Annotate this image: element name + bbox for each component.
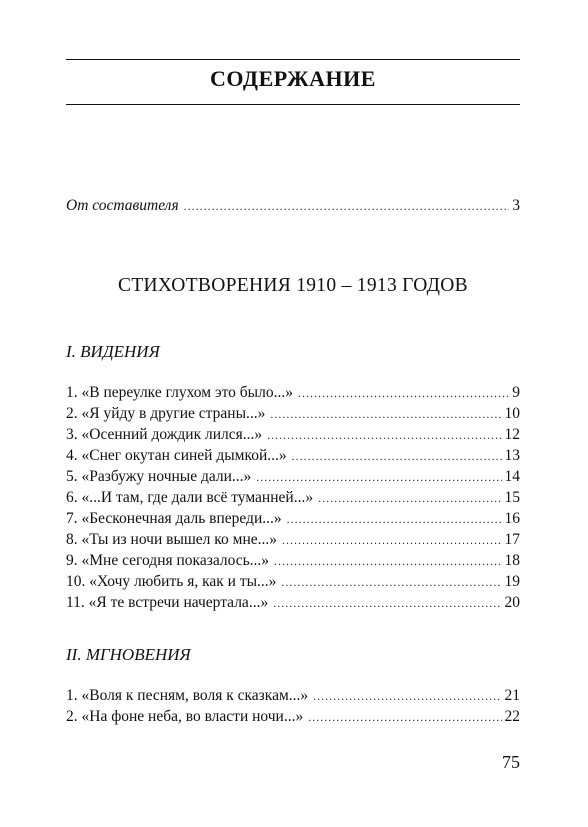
toc-entry[interactable]: [66, 572, 520, 592]
toc-entry-page: 19: [504, 573, 520, 590]
leader-dots: [184, 196, 510, 216]
toc-entry[interactable]: [66, 509, 520, 529]
toc-entry[interactable]: [66, 686, 520, 706]
leader-dots: [274, 551, 501, 571]
toc-entry-page: 13: [504, 447, 520, 464]
leader-dots: [313, 686, 501, 706]
leader-dots: [287, 509, 502, 529]
leader-dots: [282, 530, 501, 550]
page-number: 75: [502, 752, 520, 772]
bottom-rule: [66, 104, 520, 105]
leader-dots: [292, 446, 502, 466]
toc-entry[interactable]: [66, 707, 520, 727]
toc-entry-title: 6. «...И там, где дали всё туманней...»: [66, 489, 314, 506]
contents-page: [66, 0, 520, 827]
toc-entry-page: 15: [504, 489, 520, 506]
toc-entry[interactable]: [66, 593, 520, 613]
toc-entry[interactable]: [66, 530, 520, 550]
toc-entry-page: 16: [504, 510, 520, 527]
leader-dots: [318, 488, 501, 508]
toc-entry-page: 17: [504, 531, 520, 548]
top-rule: [66, 59, 520, 60]
toc-entry-page: 21: [504, 687, 520, 704]
toc-entry-title: 10. «Хочу любить я, как и ты...»: [66, 573, 277, 590]
toc-entry[interactable]: [66, 467, 520, 487]
toc-entry[interactable]: [66, 425, 520, 445]
toc-entry[interactable]: [66, 488, 520, 508]
toc-entry-title: 2. «На фоне неба, во власти ночи...»: [66, 708, 304, 725]
toc-entry[interactable]: [66, 446, 520, 466]
toc-entry-page: 3: [512, 197, 520, 214]
leader-dots: [298, 383, 509, 403]
part-title-2: II. МГНОВЕНИЯ: [66, 645, 191, 664]
toc-entry-title: 11. «Я те встречи начертала...»: [66, 594, 269, 611]
leader-dots: [256, 467, 501, 487]
toc-entry-title: 9. «Мне сегодня показалось...»: [66, 552, 270, 569]
toc-entry-title: 7. «Бесконечная даль впереди...»: [66, 510, 282, 527]
toc-entry-page: 18: [504, 552, 520, 569]
toc-entry-title: 2. «Я уйду в другие страны...»: [66, 405, 266, 422]
toc-entry[interactable]: [66, 551, 520, 571]
page-heading: СОДЕРЖАНИЕ: [210, 66, 376, 91]
leader-dots: [267, 425, 501, 445]
toc-entry-page: 22: [504, 708, 520, 725]
toc-entry-title: 4. «Снег окутан синей дымкой...»: [66, 447, 287, 464]
toc-entry[interactable]: [66, 383, 520, 403]
toc-entry-title: 3. «Осенний дождик лился...»: [66, 426, 263, 443]
toc-entry-page: 20: [504, 594, 520, 611]
toc-entry-title: 1. «В переулке глухом это было...»: [66, 384, 293, 401]
toc-entry-title: 1. «Воля к песням, воля к сказкам...»: [66, 687, 309, 704]
toc-entry-page: 9: [512, 384, 520, 401]
toc-entry-page: 14: [504, 468, 520, 485]
section-title: СТИХОТВОРЕНИЯ 1910 – 1913 ГОДОВ: [118, 275, 468, 296]
toc-entry-title: 8. «Ты из ночи вышел ко мне...»: [66, 531, 278, 548]
leader-dots: [308, 707, 501, 727]
toc-entry-title: 5. «Разбужу ночные дали...»: [66, 468, 252, 485]
part-title-1: I. ВИДЕНИЯ: [66, 342, 160, 361]
leader-dots: [281, 572, 501, 592]
toc-entry-title: От составителя: [66, 197, 179, 214]
toc-entry-page: 12: [504, 426, 520, 443]
toc-entry-intro[interactable]: [66, 196, 520, 216]
leader-dots: [273, 593, 501, 613]
toc-entry-page: 10: [504, 405, 520, 422]
leader-dots: [270, 404, 501, 424]
toc-entry[interactable]: [66, 404, 520, 424]
